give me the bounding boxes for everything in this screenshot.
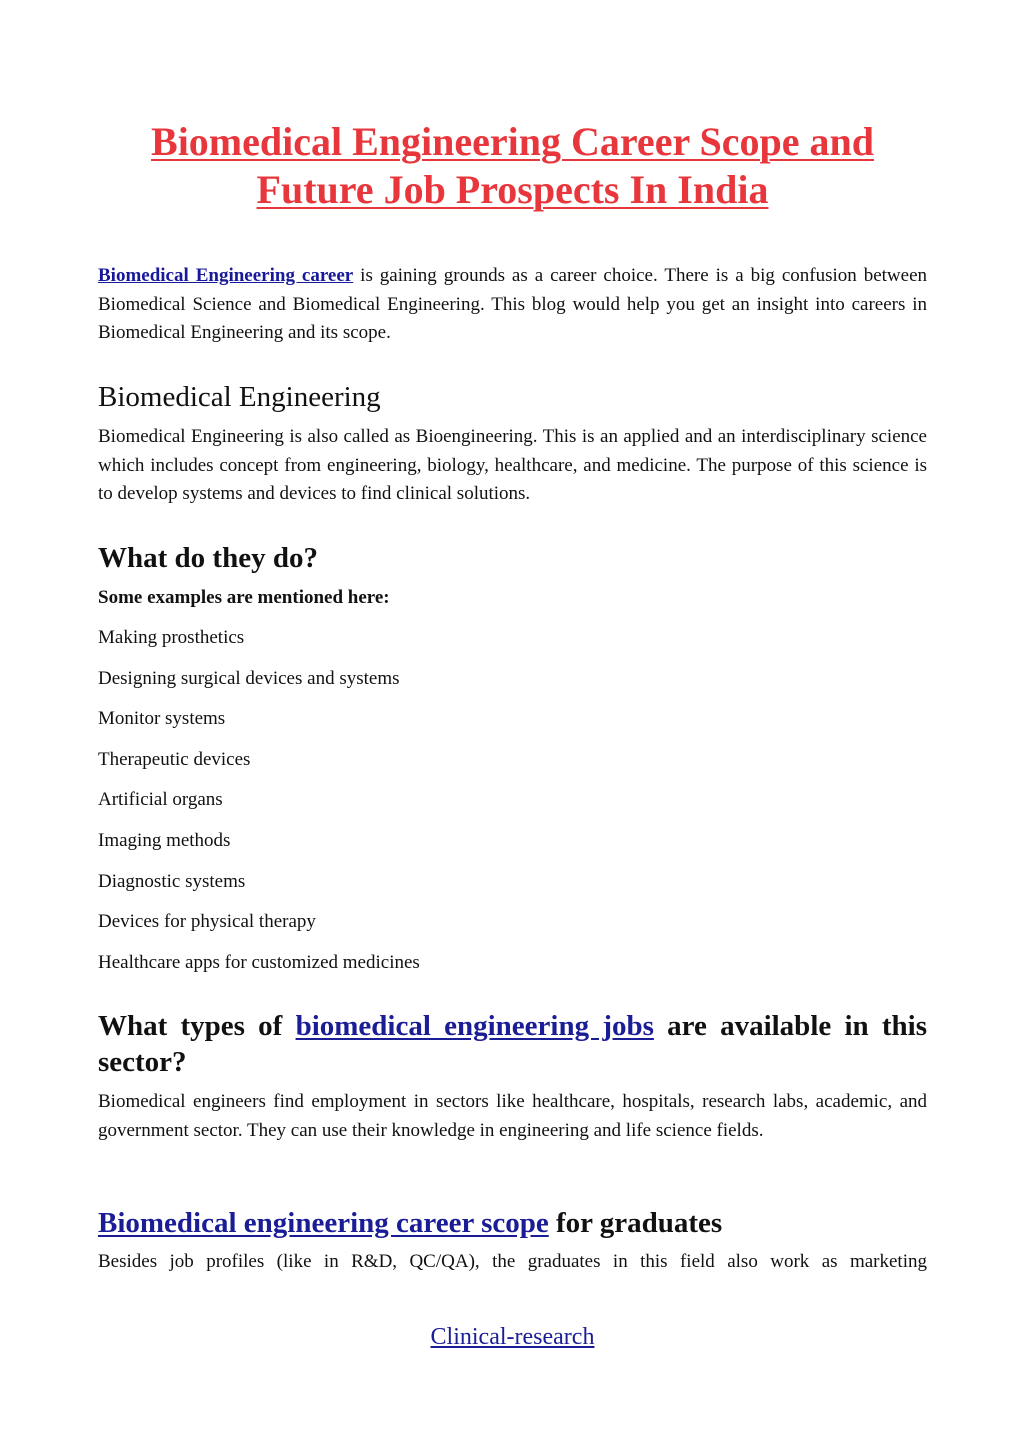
list-item: Therapeutic devices xyxy=(98,748,251,770)
page-footer xyxy=(98,1322,927,1352)
page-title-line-2: Future Job Prospects In India xyxy=(256,167,769,212)
list-item: Monitor systems xyxy=(98,708,226,730)
list-item: Imaging methods xyxy=(98,829,231,851)
biomedical-engineering-heading: Biomedical Engineering xyxy=(98,381,381,413)
list-item: Making prosthetics xyxy=(98,627,245,648)
intro-text: is gaining grounds as a career choice. There is a big confusion between Biomedical Science and Biomedical Engineering. This blog would help you get an insight into careers in Biomedical Engineering and its scope. xyxy=(98,265,928,343)
clinical-research-link[interactable]: Clinical-research xyxy=(430,1324,595,1350)
job-types-paragraph: Biomedical engineers find employment in sectors like healthcare, hospitals, research labs, academic, and government sector. They can use their knowledge in engineering and life science fields. xyxy=(98,1091,927,1141)
list-item: Diagnostic systems xyxy=(98,870,246,892)
career-scope-paragraph: Besides job profiles (like in R&D, QC/QA), the graduates in this field also work as marketing xyxy=(98,1251,927,1272)
job-types-heading-pre: What types of xyxy=(98,1010,296,1042)
list-item: Healthcare apps for customized medicines xyxy=(98,951,420,973)
page-title xyxy=(98,118,927,214)
job-types-heading xyxy=(98,1008,927,1080)
job-types-heading-post: are available in this sector? xyxy=(98,1010,927,1078)
list-item: Devices for physical therapy xyxy=(98,911,316,933)
career-scope-heading-post: for graduates xyxy=(548,1207,723,1239)
biomedical-engineering-paragraph: Biomedical Engineering is also called as Bioengineering. This is an applied and an interdisciplinary science which includes concept from engineering, biology, healthcare, and medicine. The purpose of this science is to develop systems and devices to find clinical solutions. xyxy=(98,426,927,504)
page-title-line-1: Biomedical Engineering Career Scope and xyxy=(151,119,874,164)
biomedical-engineering-jobs-link[interactable]: biomedical engineering jobs xyxy=(295,1010,654,1042)
examples-label: Some examples are mentioned here: xyxy=(98,587,390,608)
intro-paragraph xyxy=(98,262,927,348)
what-do-they-do-heading: What do they do? xyxy=(98,542,318,574)
career-scope-link[interactable]: Biomedical engineering career scope xyxy=(98,1207,549,1239)
career-scope-heading xyxy=(98,1205,722,1241)
examples-list xyxy=(98,626,420,991)
biomedical-engineering-career-link[interactable]: Biomedical Engineering career xyxy=(98,265,354,286)
list-item: Artificial organs xyxy=(98,789,223,811)
list-item: Designing surgical devices and systems xyxy=(98,667,400,689)
